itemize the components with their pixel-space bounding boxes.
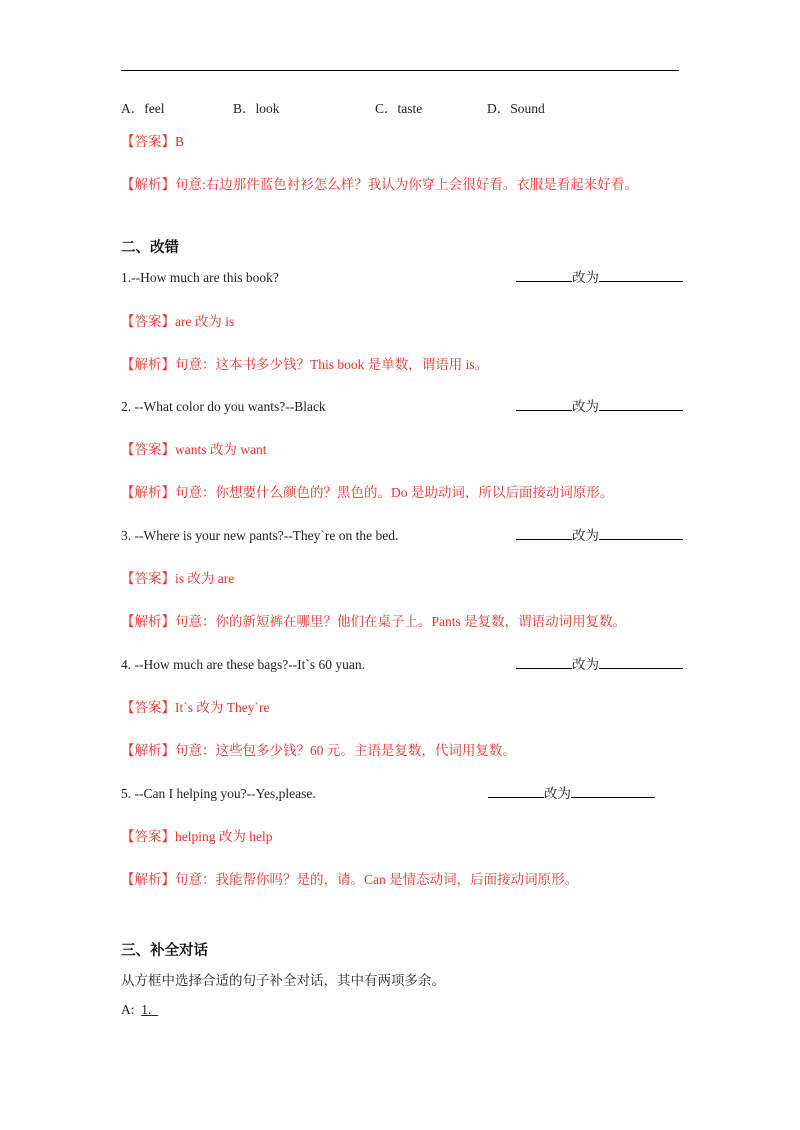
option-b: B．look	[233, 101, 280, 116]
speaker-a-label: A:	[121, 1002, 135, 1017]
item4-correction	[516, 656, 683, 674]
item3-analysis: 【解析】句意：你的新短裤在哪里？他们在桌子上。Pants 是复数，谓语动词用复数。	[121, 614, 627, 629]
item3-blank-b[interactable]	[599, 527, 683, 540]
item3-correction	[516, 527, 683, 545]
change-to-label: 改为	[572, 270, 599, 285]
prev-analysis: 【解析】句意:右边那件蓝色衬衫怎么样？我认为你穿上会很好看。衣服是看起来好看。	[121, 177, 638, 192]
item2-question: 2. --What color do you wants?--Black	[121, 399, 326, 414]
item1-analysis: 【解析】句意：这本书多少钱？This book 是单数，谓语用 is。	[121, 357, 489, 372]
item4-blank-b[interactable]	[599, 656, 683, 669]
item3-blank-a[interactable]	[516, 527, 572, 540]
item4-blank-a[interactable]	[516, 656, 572, 669]
option-c: C．taste	[375, 101, 423, 116]
dialog-line-a	[121, 1001, 158, 1019]
header-rule	[121, 70, 679, 71]
item3-answer: 【答案】is 改为 are	[121, 571, 235, 586]
item3-question: 3. --Where is your new pants?--They`re on the bed.	[121, 528, 399, 543]
item1-answer: 【答案】are 改为 is	[121, 314, 235, 329]
option-d: D．Sound	[487, 101, 545, 116]
item1-blank-a[interactable]	[516, 269, 572, 282]
item2-correction	[516, 398, 683, 416]
prev-answer: 【答案】B	[121, 134, 185, 149]
item5-blank-a[interactable]	[488, 785, 544, 798]
change-to-label: 改为	[544, 786, 571, 801]
option-a: A．feel	[121, 101, 165, 116]
item4-analysis: 【解析】句意：这些包多少钱？60 元。主语是复数，代词用复数。	[121, 743, 516, 758]
item4-answer: 【答案】It`s 改为 They`re	[121, 700, 270, 715]
item5-correction	[488, 785, 655, 803]
item5-question: 5. --Can I helping you?--Yes,please.	[121, 786, 316, 801]
item5-analysis: 【解析】句意：我能帮你吗？是的，请。Can 是情态动词，后面接动词原形。	[121, 872, 579, 887]
item2-analysis: 【解析】句意：你想要什么颜色的？黑色的。Do 是助动词，所以后面接动词原形。	[121, 485, 614, 500]
change-to-label: 改为	[572, 657, 599, 672]
section3-title: 三、补全对话	[121, 943, 208, 959]
item1-question: 1.--How much are this book?	[121, 270, 279, 285]
item5-answer: 【答案】helping 改为 help	[121, 829, 273, 844]
item1-blank-b[interactable]	[599, 269, 683, 282]
item2-answer: 【答案】wants 改为 want	[121, 442, 267, 457]
item2-blank-b[interactable]	[599, 398, 683, 411]
item5-blank-b[interactable]	[571, 785, 655, 798]
item4-question: 4. --How much are these bags?--It`s 60 yuan.	[121, 657, 366, 672]
item1-correction	[516, 269, 683, 287]
section2-title: 二、改错	[121, 240, 179, 256]
item2-blank-a[interactable]	[516, 398, 572, 411]
change-to-label: 改为	[572, 528, 599, 543]
dialog-blank-1[interactable]: 1.	[141, 1002, 152, 1017]
section3-instruction: 从方框中选择合适的句子补全对话，其中有两项多余。	[121, 973, 445, 988]
change-to-label: 改为	[572, 399, 599, 414]
